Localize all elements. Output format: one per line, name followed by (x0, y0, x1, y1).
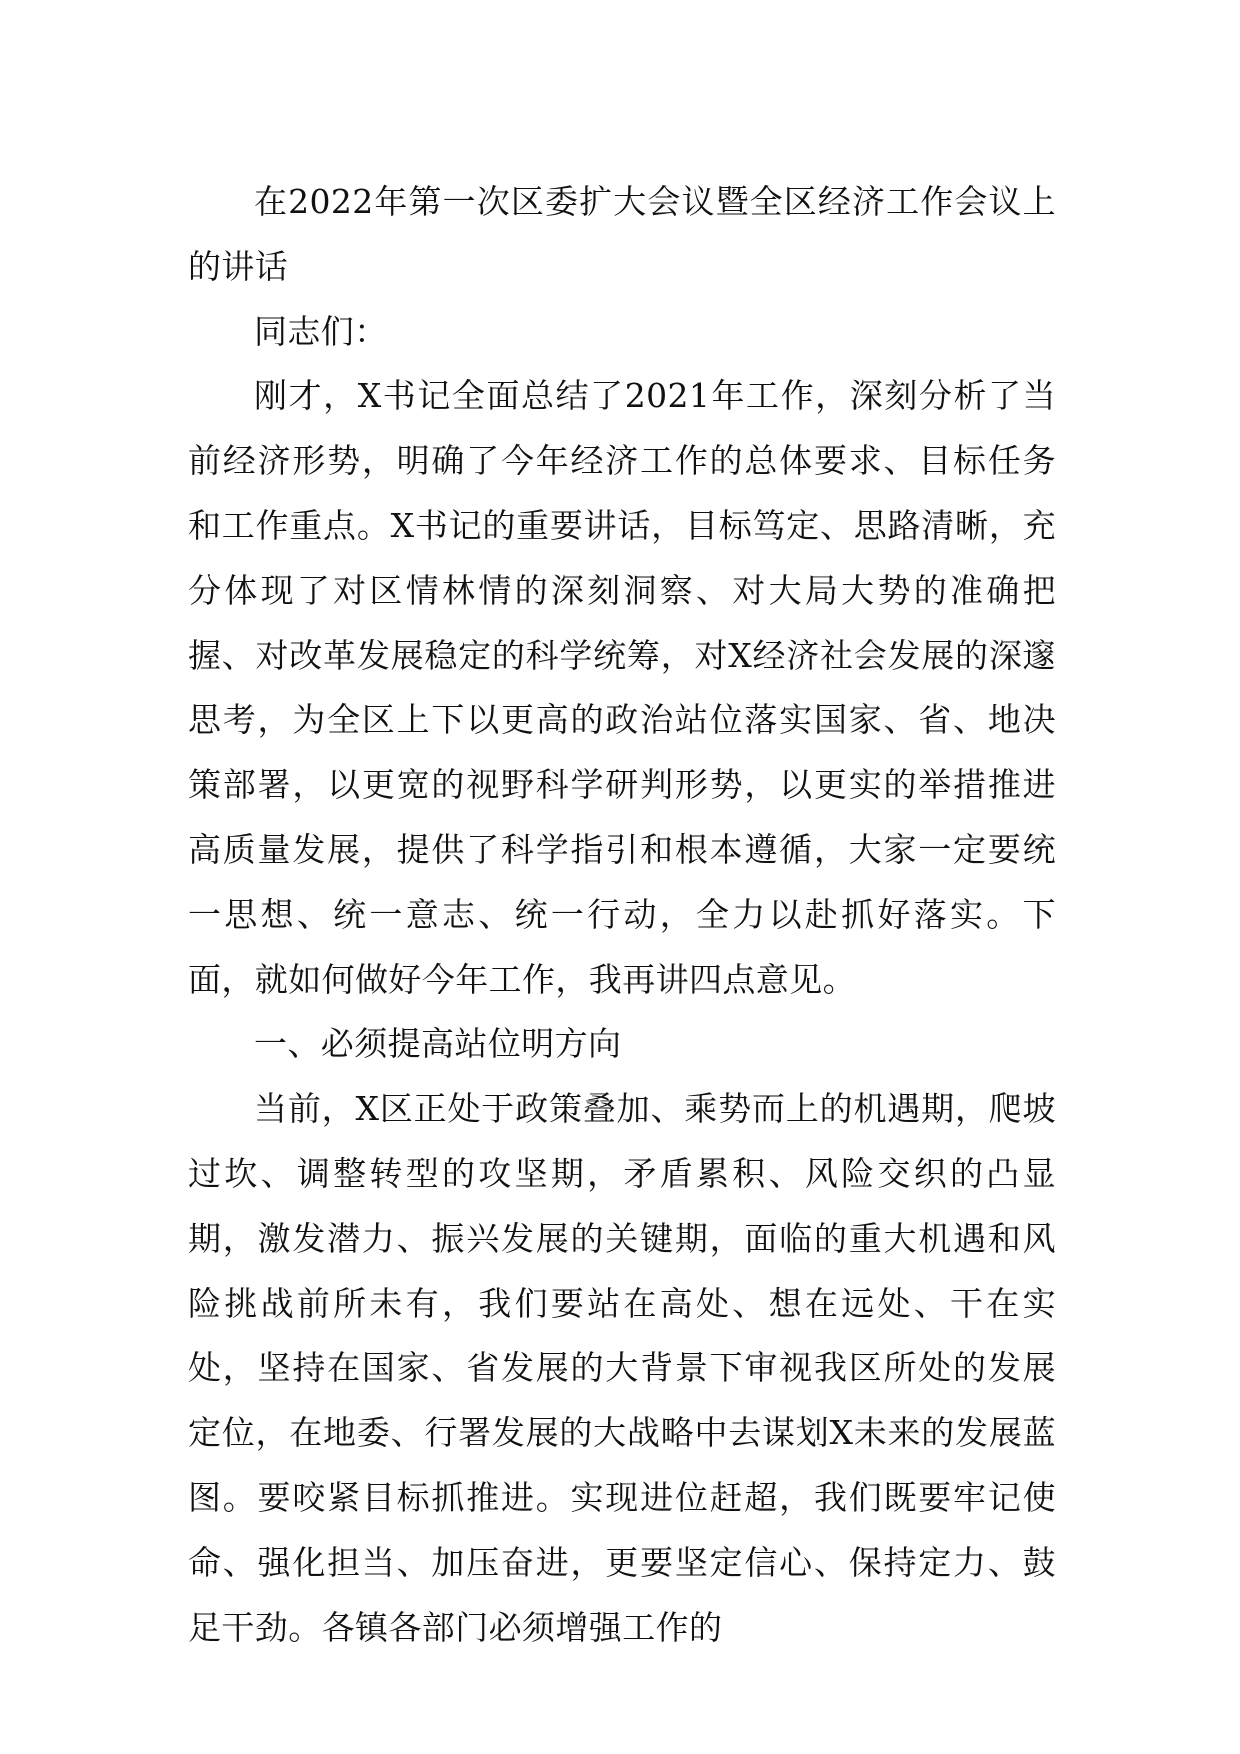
document-body (188, 170, 1056, 1660)
paragraph-intro: 刚才，X书记全面总结了2021年工作，深刻分析了当前经济形势，明确了今年经济工作的总体要求、目标任务和工作重点。X书记的重要讲话，目标笃定、思路清晰，充分体现了对区情林情的深刻洞察、对大局大势的准确把握、对改革发展稳定的科学统筹，对X经济社会发展的深邃思考，为全区上下以更高的政治站位落实国家、省、地决策部署，以更宽的视野科学研判形势，以更实的举措推进高质量发展，提供了科学指引和根本遵循，大家一定要统一思想、统一意志、统一行动，全力以赴抓好落实。下面，就如何做好今年工作，我再讲四点意见。 (188, 376, 1056, 999)
document-title: 在2022年第一次区委扩大会议暨全区经济工作会议上的讲话 (188, 182, 1056, 286)
section-heading-1: 一、必须提高站位明方向 (254, 1024, 622, 1064)
salutation: 同志们： (254, 311, 388, 351)
paragraph-section-1: 当前，X区正处于政策叠加、乘势而上的机遇期，爬坡过坎、调整转型的攻坚期，矛盾累积、风险交织的凸显期，激发潜力、振兴发展的关键期，面临的重大机遇和风险挑战前所未有，我们要站在高处、想在远处、干在实处，坚持在国家、省发展的大背景下审视我区所处的发展定位，在地委、行署发展的大战略中去谋划X未来的发展蓝图。要咬紧目标抓推进。实现进位赶超，我们既要牢记使命、强化担当、加压奋进，更要坚定信心、保持定力、鼓足干劲。各镇各部门必须增强工作的 (188, 1089, 1056, 1647)
